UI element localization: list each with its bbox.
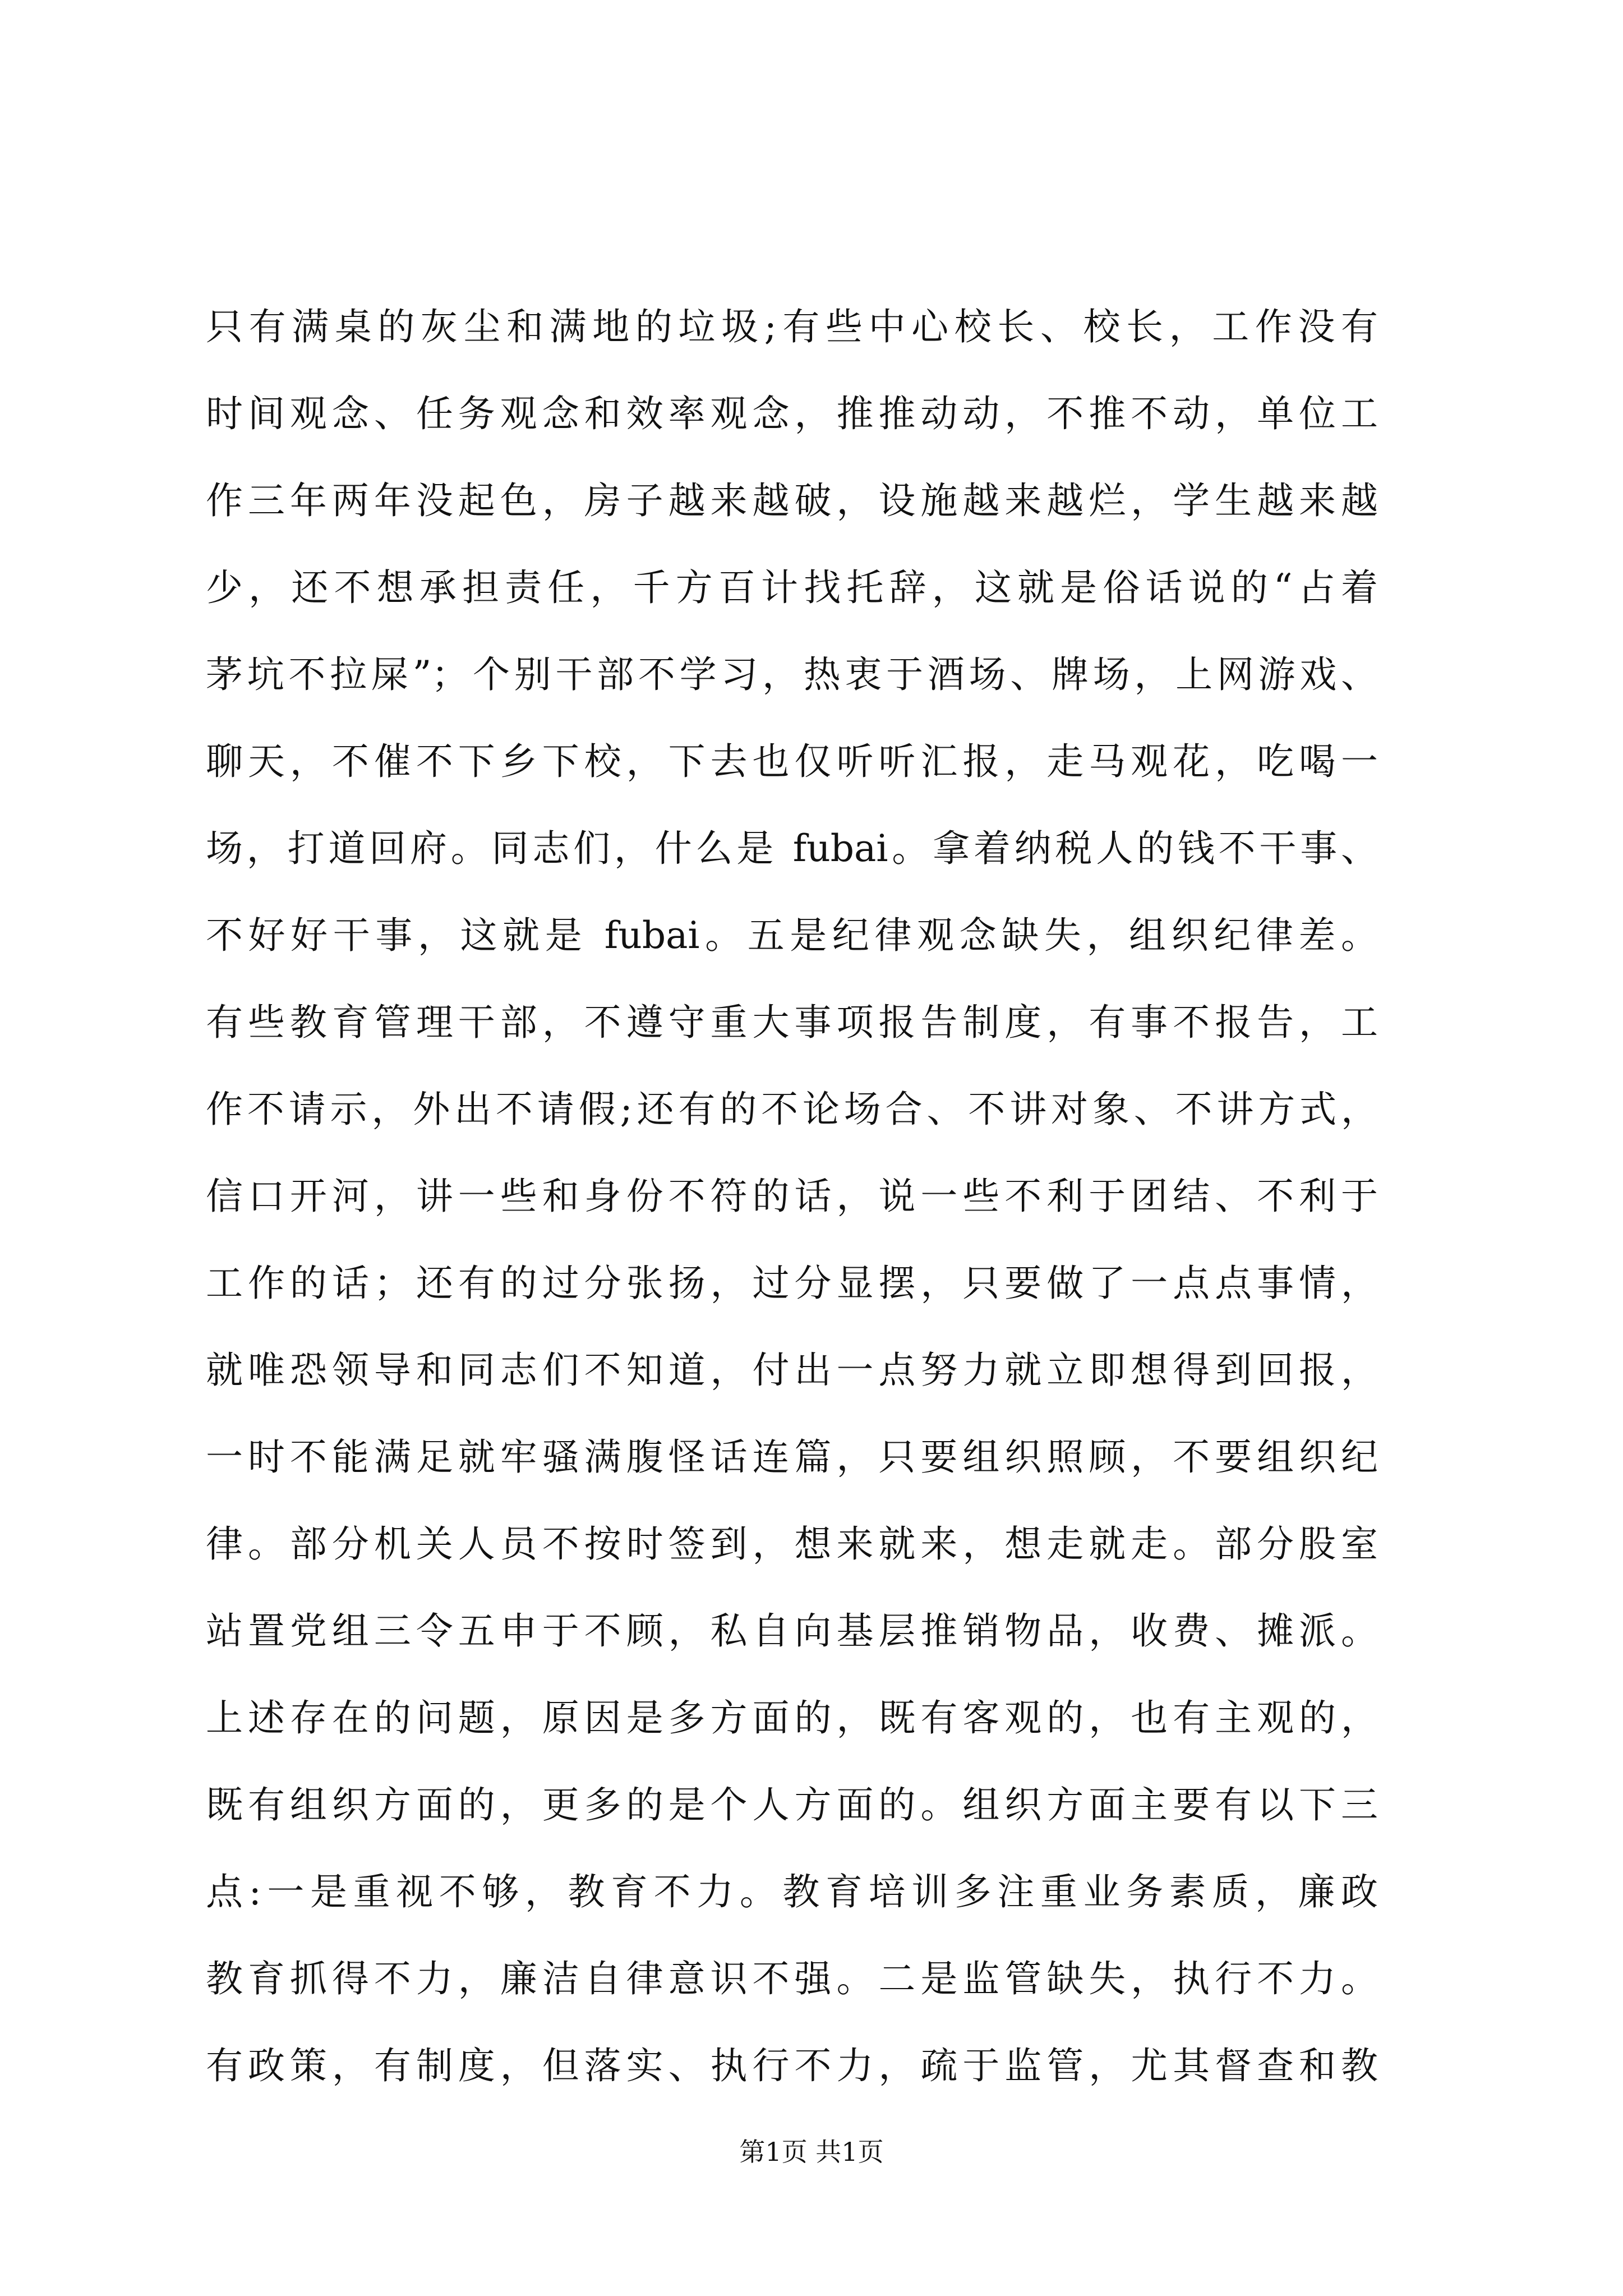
body-text	[206, 283, 1378, 2109]
text-line: 点:一是重视不够，教育不力。教育培训多注重业务素质，廉政	[206, 1870, 1378, 1913]
text-line: 不好好干事，这就是 fubai。五是纪律观念缺失，组织纪律差。	[206, 914, 1378, 957]
text-line: 就唯恐领导和同志们不知道，付出一点努力就立即想得到回报，	[206, 1349, 1378, 1392]
text-line: 作不请示，外出不请假;还有的不论场合、不讲对象、不讲方式，	[206, 1088, 1378, 1131]
page-number-footer: 第1页 共1页	[739, 2137, 884, 2167]
text-line: 少，还不想承担责任，千方百计找托辞，这就是俗话说的“占着	[206, 566, 1378, 609]
text-line: 有政策，有制度，但落实、执行不力，疏于监管，尤其督查和教	[206, 2044, 1378, 2087]
text-line: 场，打道回府。同志们，什么是 fubai。拿着纳税人的钱不干事、	[206, 827, 1378, 870]
text-line: 时间观念、任务观念和效率观念，推推动动，不推不动，单位工	[206, 392, 1378, 435]
text-line: 上述存在的问题，原因是多方面的，既有客观的，也有主观的，	[206, 1696, 1378, 1740]
text-line: 律。部分机关人员不按时签到，想来就来，想走就走。部分股室	[206, 1522, 1378, 1566]
text-line: 站置党组三令五申于不顾，私自向基层推销物品，收费、摊派。	[206, 1609, 1378, 1653]
text-line: 一时不能满足就牢骚满腹怪话连篇，只要组织照顾，不要组织纪	[206, 1435, 1378, 1479]
text-line: 作三年两年没起色，房子越来越破，设施越来越烂，学生越来越	[206, 479, 1378, 522]
text-line: 信口开河，讲一些和身份不符的话，说一些不利于团结、不利于	[206, 1175, 1378, 1218]
text-line: 工作的话；还有的过分张扬，过分显摆，只要做了一点点事情，	[206, 1262, 1378, 1305]
text-line: 只有满桌的灰尘和满地的垃圾;有些中心校长、校长，工作没有	[206, 305, 1378, 348]
text-line: 既有组织方面的，更多的是个人方面的。组织方面主要有以下三	[206, 1783, 1378, 1826]
text-line: 有些教育管理干部，不遵守重大事项报告制度，有事不报告，工	[206, 1001, 1378, 1044]
text-line: 茅坑不拉屎”；个别干部不学习，热衷于酒场、牌场，上网游戏、	[206, 653, 1378, 696]
text-line: 教育抓得不力，廉洁自律意识不强。二是监管缺失，执行不力。	[206, 1957, 1378, 2000]
text-line: 聊天，不催不下乡下校，下去也仅听听汇报，走马观花，吃喝一	[206, 740, 1378, 783]
